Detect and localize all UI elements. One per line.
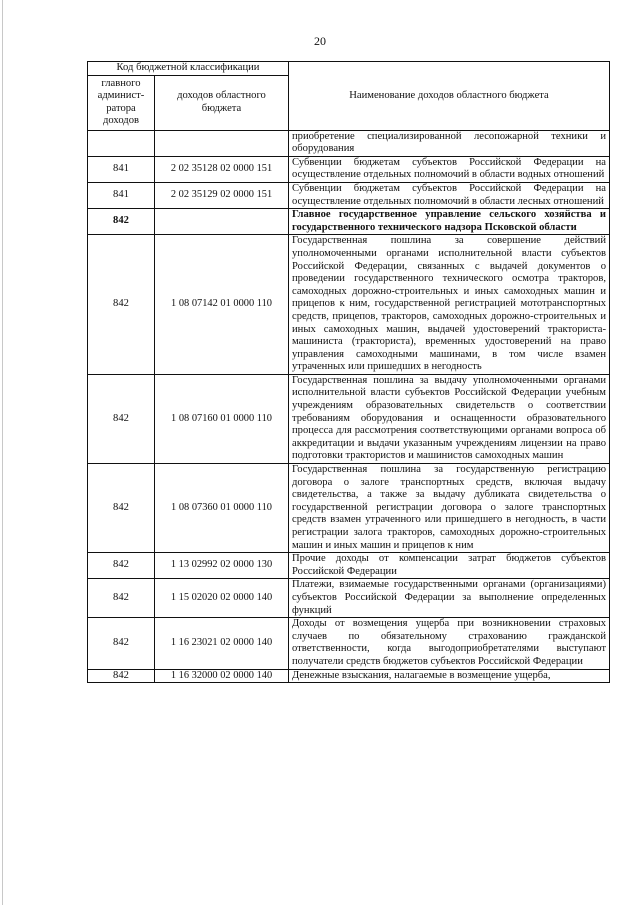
code-cell: 1 16 32000 02 0000 140 [155,669,289,683]
code-cell: 2 02 35129 02 0000 151 [155,182,289,208]
name-cell: Прочие доходы от компенсации затрат бюджетов субъектов Российской Федерации [289,553,610,579]
column-header-name: Наименование доходов областного бюджета [289,62,610,131]
table-row [88,464,610,553]
code-cell: 2 02 35128 02 0000 151 [155,156,289,182]
name-cell: Доходы от возмещения ущерба при возникновении страховых случаев по обязательному страхованию гражданской ответственности, когда выгодоприобретателями выступают получатели средств бюджетов субъектов Российской Федерации [289,618,610,669]
table-row [88,579,610,618]
group-header-classification-code: Код бюджетной классификации [88,62,289,76]
column-header-code: доходов областного бюджета [155,75,289,130]
table-row [88,618,610,669]
table-row [88,182,610,208]
admin-cell [88,130,155,156]
table-row [88,553,610,579]
table-row [88,669,610,683]
code-cell: 1 08 07142 01 0000 110 [155,235,289,375]
name-cell: Главное государственное управление сельского хозяйства и государственного технического надзора Псковской области [289,209,610,235]
code-cell: 1 15 02020 02 0000 140 [155,579,289,618]
name-cell: Денежные взыскания, налагаемые в возмещение ущерба, [289,669,610,683]
table-row-section-heading [88,209,610,235]
admin-cell: 841 [88,182,155,208]
admin-cell: 842 [88,464,155,553]
table-row [88,130,610,156]
code-cell [155,209,289,235]
name-cell: Государственная пошлина за государственную регистрацию договора о залоге транспортных средств, включая выдачу свидетельства, а также за выдачу дубликата свидетельства о государственной регистрации договора о залоге транспортных средств взамен утраченного или пришедшего в негодность, в части регистрации залога тракторов, самоходных дорожно-строительных машин и иных машин и прицепов к ним [289,464,610,553]
admin-cell: 842 [88,618,155,669]
table-row [88,374,610,463]
admin-cell: 842 [88,235,155,375]
admin-cell: 842 [88,374,155,463]
code-cell: 1 16 23021 02 0000 140 [155,618,289,669]
scan-edge-line [2,0,3,905]
admin-cell: 842 [88,553,155,579]
admin-cell: 842 [88,579,155,618]
table-row [88,235,610,375]
name-cell: Субвенции бюджетам субъектов Российской Федерации на осуществление отдельных полномочий в области водных отношений [289,156,610,182]
code-cell [155,130,289,156]
admin-cell: 842 [88,209,155,235]
code-cell: 1 08 07360 01 0000 110 [155,464,289,553]
admin-cell: 842 [88,669,155,683]
name-cell: приобретение специализированной лесопожарной техники и оборудования [289,130,610,156]
column-header-admin: главного админист-ратора доходов [88,75,155,130]
code-cell: 1 08 07160 01 0000 110 [155,374,289,463]
page-number: 20 [314,34,326,48]
admin-cell: 841 [88,156,155,182]
table-row [88,156,610,182]
name-cell: Государственная пошлина за выдачу уполномоченными органами исполнительной власти субъектов Российской Федерации учебным учреждениям образовательных свидетельств о соответствии требованиям оборудования и оснащенности образовательного процесса для рассмотрения соответствующими органами вопроса об аккредитации и выдачи указанным учреждениям лицензии на право подготовки трактористов и машинистов самоходных машин [289,374,610,463]
name-cell: Платежи, взимаемые государственными органами (организациями) субъектов Российской Федерации за выполнение определенных функций [289,579,610,618]
budget-classification-table [87,61,610,683]
name-cell: Субвенции бюджетам субъектов Российской Федерации на осуществление отдельных полномочий в области лесных отношений [289,182,610,208]
code-cell: 1 13 02992 02 0000 130 [155,553,289,579]
name-cell: Государственная пошлина за совершение действий уполномоченными органами исполнительной власти субъектов Российской Федерации, связанных с выдачей документов о проведении государственного технического осмотра тракторов, самоходных дорожно-строительных и иных самоходных машин и прицепов к ним, государственной регистрацией мототранспортных средств, прицепов, тракторов, самоходных дорожно-строительных и иных самоходных машин, выдачей удостоверений тракториста-машиниста (тракториста), временных удостоверений на право управления самоходными машинами, в том числе взамен утраченных или пришедших в негодность [289,235,610,375]
